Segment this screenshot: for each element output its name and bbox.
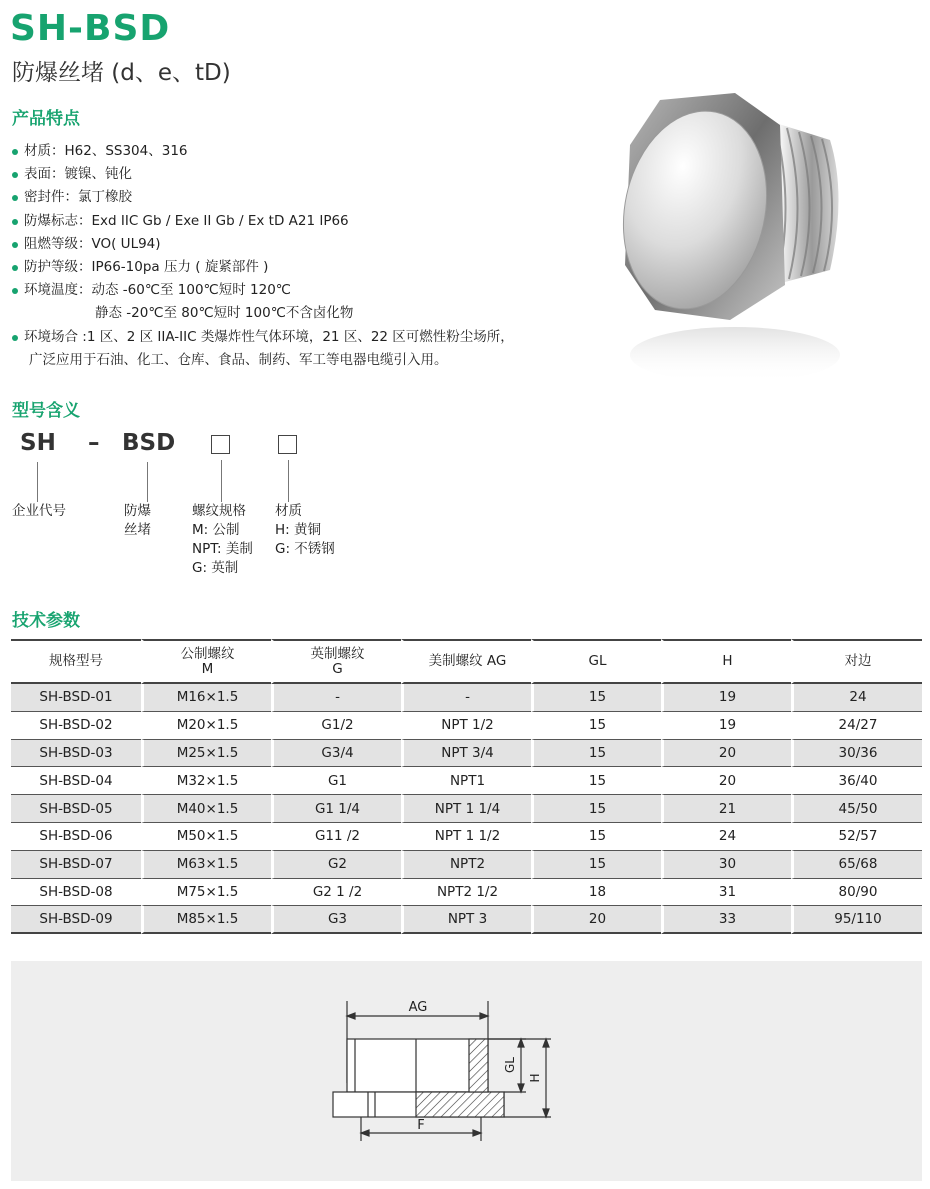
desc-product-2: 丝堵 bbox=[124, 522, 151, 538]
cell-h: 33 bbox=[661, 906, 791, 934]
cell-model: SH-BSD-06 bbox=[11, 823, 141, 851]
cell-model: SH-BSD-03 bbox=[11, 740, 141, 768]
cell-h: 20 bbox=[661, 740, 791, 768]
feature-item-continued: 广泛应用于石油、化工、仓库、食品、制药、军工等电器电缆引入用。 bbox=[29, 351, 448, 368]
code-company: SH bbox=[20, 430, 56, 456]
table-row bbox=[11, 823, 922, 851]
spec-table-body bbox=[11, 684, 922, 934]
table-row bbox=[11, 740, 922, 768]
cell-metric-thread: M85×1.5 bbox=[141, 906, 271, 934]
cell-gl: 18 bbox=[531, 879, 661, 907]
feature-item: 材质：H62、SS304、316 bbox=[12, 140, 572, 163]
spec-table bbox=[11, 639, 922, 934]
cell-metric-thread: M40×1.5 bbox=[141, 795, 271, 823]
model-heading: 型号含义 bbox=[12, 401, 80, 421]
table-row bbox=[11, 906, 922, 934]
cell-npt-thread: NPT2 bbox=[401, 851, 531, 879]
feature-item: 阻燃等级：VO( UL94) bbox=[12, 233, 572, 256]
dimension-drawing bbox=[11, 961, 922, 1181]
cell-h: 31 bbox=[661, 879, 791, 907]
cell-h: 19 bbox=[661, 684, 791, 712]
cell-metric-thread: M75×1.5 bbox=[141, 879, 271, 907]
cell-gl: 15 bbox=[531, 851, 661, 879]
desc-material-h: H: 黄铜 bbox=[275, 522, 321, 538]
feature-item: 防护等级：IP66-10pa 压力 ( 旋紧部件 ) bbox=[12, 256, 572, 279]
cell-metric-thread: M50×1.5 bbox=[141, 823, 271, 851]
feature-item: 密封件：氯丁橡胶 bbox=[12, 186, 572, 209]
cell-imperial-thread: G1 1/4 bbox=[271, 795, 401, 823]
cell-imperial-thread: G3/4 bbox=[271, 740, 401, 768]
bullet-icon bbox=[12, 265, 18, 271]
feature-item: 环境场合 :1 区、2 区 IIA-IIC 类爆炸性气体环境，21 区、22 区可燃性粉尘场所， bbox=[12, 326, 572, 349]
material-code-box bbox=[278, 435, 297, 454]
table-header-row bbox=[11, 639, 922, 684]
cell-h: 19 bbox=[661, 712, 791, 740]
cell-across-flats: 24/27 bbox=[791, 712, 922, 740]
bullet-icon bbox=[12, 219, 18, 225]
thread-code-box bbox=[211, 435, 230, 454]
bullet-icon bbox=[12, 149, 18, 155]
label-f: F bbox=[417, 1118, 425, 1133]
cell-gl: 15 bbox=[531, 740, 661, 768]
technical-drawing-panel bbox=[11, 961, 922, 1181]
cell-across-flats: 65/68 bbox=[791, 851, 922, 879]
table-row bbox=[11, 684, 922, 712]
features-list bbox=[12, 140, 572, 372]
code-dash: – bbox=[88, 430, 100, 456]
cell-gl: 15 bbox=[531, 795, 661, 823]
cell-npt-thread: - bbox=[401, 684, 531, 712]
desc-thread-npt: NPT: 美制 bbox=[192, 541, 253, 557]
cell-npt-thread: NPT 1 1/4 bbox=[401, 795, 531, 823]
cell-metric-thread: M16×1.5 bbox=[141, 684, 271, 712]
cell-h: 20 bbox=[661, 767, 791, 795]
label-gl: GL bbox=[503, 1057, 517, 1073]
product-photo bbox=[615, 85, 865, 390]
model-code-diagram bbox=[0, 425, 420, 595]
col-header-across-flats: 对边 bbox=[791, 639, 922, 684]
col-header-h: H bbox=[661, 639, 791, 684]
product-code-title: SH-BSD bbox=[10, 8, 171, 49]
feature-item: 防爆标志：Exd IIC Gb / Exe II Gb / Ex tD A21 IP66 bbox=[12, 210, 572, 233]
cell-npt-thread: NPT 3 bbox=[401, 906, 531, 934]
cell-npt-thread: NPT 1/2 bbox=[401, 712, 531, 740]
cell-imperial-thread: - bbox=[271, 684, 401, 712]
bullet-icon bbox=[12, 172, 18, 178]
col-header-model: 规格型号 bbox=[11, 639, 141, 684]
table-row bbox=[11, 851, 922, 879]
cell-imperial-thread: G1/2 bbox=[271, 712, 401, 740]
col-header-metric: 公制螺纹 M bbox=[141, 639, 271, 684]
connector-line bbox=[288, 460, 289, 502]
cell-h: 30 bbox=[661, 851, 791, 879]
cell-imperial-thread: G11 /2 bbox=[271, 823, 401, 851]
cell-model: SH-BSD-07 bbox=[11, 851, 141, 879]
cell-gl: 15 bbox=[531, 712, 661, 740]
cell-model: SH-BSD-01 bbox=[11, 684, 141, 712]
product-subtitle: 防爆丝堵 (d、e、tD) bbox=[12, 60, 231, 86]
cell-across-flats: 52/57 bbox=[791, 823, 922, 851]
cell-across-flats: 45/50 bbox=[791, 795, 922, 823]
code-product: BSD bbox=[122, 430, 176, 456]
bullet-icon bbox=[12, 288, 18, 294]
features-heading: 产品特点 bbox=[12, 109, 80, 129]
cell-imperial-thread: G2 bbox=[271, 851, 401, 879]
cell-metric-thread: M25×1.5 bbox=[141, 740, 271, 768]
cell-across-flats: 80/90 bbox=[791, 879, 922, 907]
table-row bbox=[11, 767, 922, 795]
cell-model: SH-BSD-05 bbox=[11, 795, 141, 823]
desc-material-g: G: 不锈钢 bbox=[275, 541, 335, 557]
desc-thread-g: G: 英制 bbox=[192, 560, 239, 576]
table-row bbox=[11, 795, 922, 823]
cell-metric-thread: M20×1.5 bbox=[141, 712, 271, 740]
cell-metric-thread: M32×1.5 bbox=[141, 767, 271, 795]
cell-gl: 20 bbox=[531, 906, 661, 934]
label-h: H bbox=[528, 1073, 542, 1083]
cell-npt-thread: NPT2 1/2 bbox=[401, 879, 531, 907]
bullet-icon bbox=[12, 335, 18, 341]
cell-across-flats: 95/110 bbox=[791, 906, 922, 934]
cell-gl: 15 bbox=[531, 767, 661, 795]
label-ag: AG bbox=[408, 1000, 428, 1015]
cell-across-flats: 24 bbox=[791, 684, 922, 712]
cell-across-flats: 30/36 bbox=[791, 740, 922, 768]
desc-company: 企业代号 bbox=[12, 503, 66, 519]
specs-heading: 技术参数 bbox=[12, 611, 80, 631]
col-header-gl: GL bbox=[531, 639, 661, 684]
col-header-npt: 美制螺纹 AG bbox=[401, 639, 531, 684]
bullet-icon bbox=[12, 242, 18, 248]
cell-imperial-thread: G2 1 /2 bbox=[271, 879, 401, 907]
col-header-imperial: 英制螺纹 G bbox=[271, 639, 401, 684]
cell-npt-thread: NPT 1 1/2 bbox=[401, 823, 531, 851]
cell-model: SH-BSD-02 bbox=[11, 712, 141, 740]
cell-npt-thread: NPT 3/4 bbox=[401, 740, 531, 768]
cell-model: SH-BSD-09 bbox=[11, 906, 141, 934]
feature-item-continued: 静态 -20℃至 80℃短时 100℃不含卤化物 bbox=[95, 305, 354, 322]
feature-item: 表面：镀镍、钝化 bbox=[12, 163, 572, 186]
desc-material-title: 材质 bbox=[275, 503, 302, 519]
desc-thread-title: 螺纹规格 bbox=[192, 503, 246, 519]
bullet-icon bbox=[12, 195, 18, 201]
cell-imperial-thread: G1 bbox=[271, 767, 401, 795]
cell-imperial-thread: G3 bbox=[271, 906, 401, 934]
cell-across-flats: 36/40 bbox=[791, 767, 922, 795]
cell-model: SH-BSD-08 bbox=[11, 879, 141, 907]
connector-line bbox=[221, 460, 222, 502]
feature-item: 环境温度：动态 -60℃至 100℃短时 120℃ bbox=[12, 279, 572, 302]
desc-product-1: 防爆 bbox=[124, 503, 151, 519]
desc-thread-m: M: 公制 bbox=[192, 522, 240, 538]
cell-model: SH-BSD-04 bbox=[11, 767, 141, 795]
connector-line bbox=[147, 462, 148, 502]
cell-gl: 15 bbox=[531, 823, 661, 851]
cell-npt-thread: NPT1 bbox=[401, 767, 531, 795]
cell-gl: 15 bbox=[531, 684, 661, 712]
cell-metric-thread: M63×1.5 bbox=[141, 851, 271, 879]
cell-h: 24 bbox=[661, 823, 791, 851]
connector-line bbox=[37, 462, 38, 502]
table-row bbox=[11, 712, 922, 740]
table-row bbox=[11, 879, 922, 907]
cell-h: 21 bbox=[661, 795, 791, 823]
